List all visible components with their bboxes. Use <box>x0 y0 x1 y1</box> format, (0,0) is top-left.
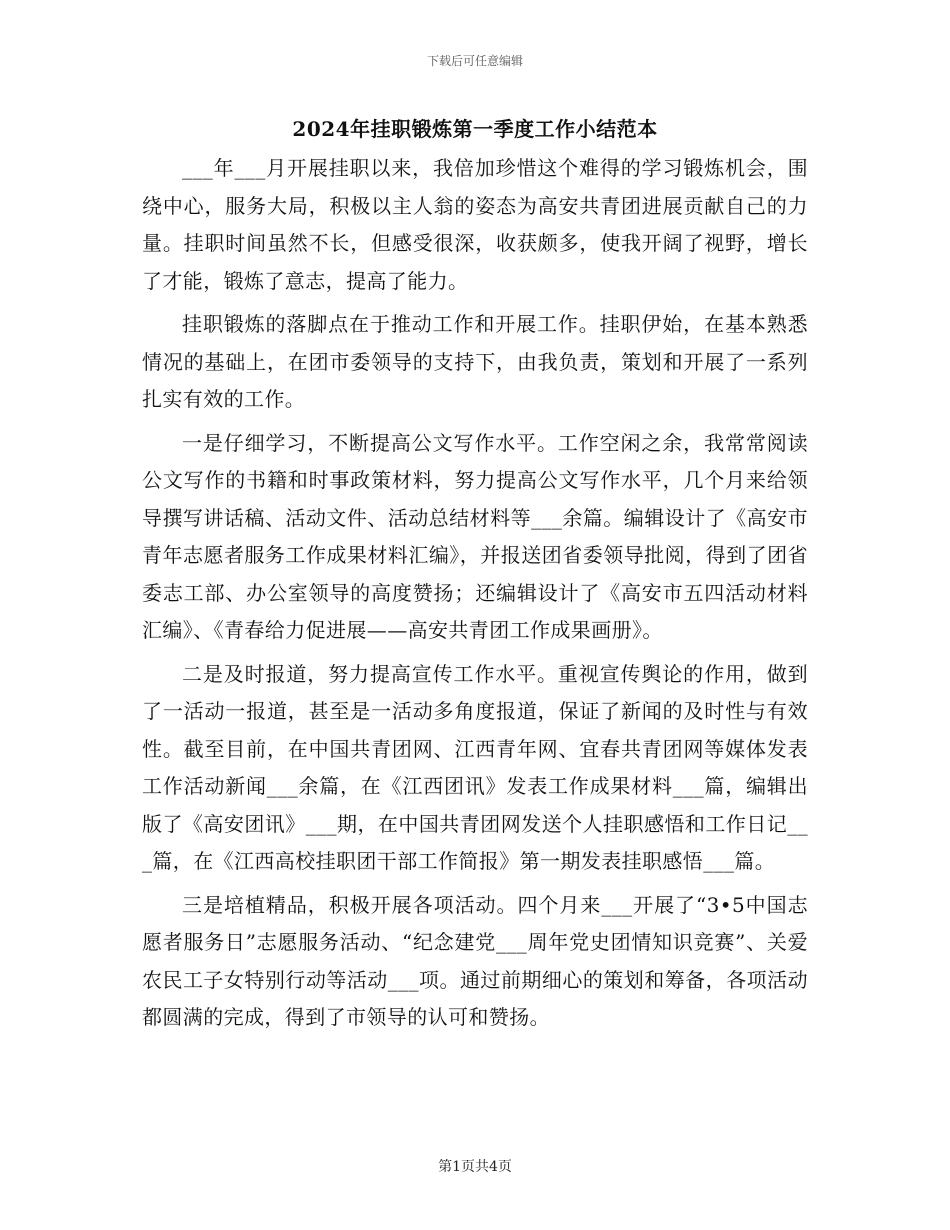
document-title: 2024年挂职锻炼第一季度工作小结范本 <box>292 117 658 141</box>
paragraph-1: ___年___月开展挂职以来，我倍加珍惜这个难得的学习锻炼机会，围绕中心，服务大局，积极以主人翁的姿态为高安共青团进展贡献自己的力量。挂职时间虽然不长，但感受很深，收获颇多，使我开阔了视野，增长了才能，锻炼了意志，提高了能力。 <box>142 156 808 293</box>
header-note: 下载后可任意编辑 <box>426 54 523 68</box>
paragraph-4: 二是及时报道，努力提高宣传工作水平。重视宣传舆论的作用，做到了一活动一报道，甚至是一活动多角度报道，保证了新闻的及时性与有效性。截至目前，在中国共青团网、江西青年网、宜春共青团网等媒体发表工作活动新闻___余篇，在《江西团讯》发表工作成果材料___篇，编辑出版了《高安团讯》___期，在中国共青团网发送个人挂职感悟和工作日记___篇，在《江西高校挂职团干部工作简报》第一期发表挂职感悟___篇。 <box>142 661 808 873</box>
paragraph-3: 一是仔细学习，不断提高公文写作水平。工作空闲之余，我常常阅读公文写作的书籍和时事政策材料，努力提高公文写作水平，几个月来给领导撰写讲话稿、活动文件、活动总结材料等___余篇。编辑设计了《高安市青年志愿者服务工作成果材料汇编》，并报送团省委领导批阅，得到了团省委志工部、办公室领导的高度赞扬；还编辑设计了《高安市五四活动材料汇编》、《青春给力促进展——高安共青团工作成果画册》。 <box>142 430 808 642</box>
paragraph-5: 三是培植精品，积极开展各项活动。四个月来___开展了“3•5中国志愿者服务日”志愿服务活动、“纪念建党___周年党史团情知识竞赛”、关爱农民工子女特别行动等活动___项。通过前期细心的策划和筹备，各项活动都圆满的完成，得到了市领导的认可和赞扬。 <box>142 892 808 1029</box>
page-footer: 第1页共4页 <box>438 1159 512 1175</box>
document-body <box>142 150 808 1043</box>
paragraph-2: 挂职锻炼的落脚点在于推动工作和开展工作。挂职伊始，在基本熟悉情况的基础上，在团市委领导的支持下，由我负责，策划和开展了一系列扎实有效的工作。 <box>142 312 808 411</box>
